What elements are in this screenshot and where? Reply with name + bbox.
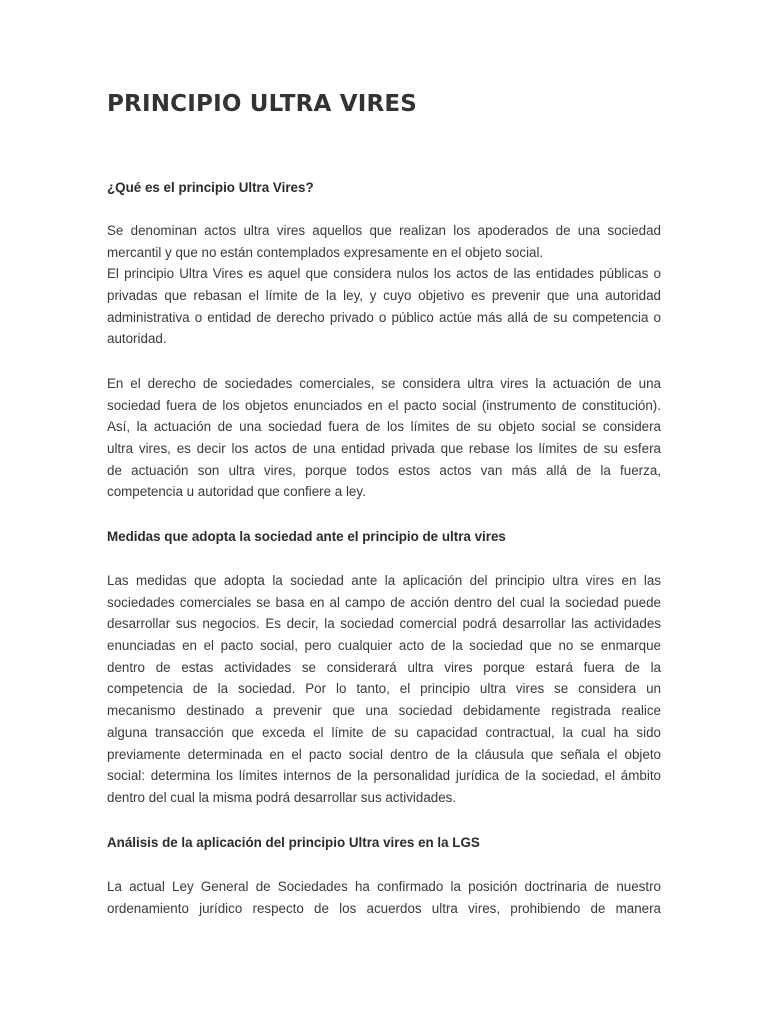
- text-line: La actual Ley General de Sociedades ha confirmado la posición doctrinaria de nuestro: [107, 879, 661, 894]
- section-heading-analisis: Análisis de la aplicación del principio Ultra vires en la LGS: [107, 835, 480, 850]
- text-line: privadas que rebasan el límite de la ley, y cuyo objetivo es prevenir que una autoridad: [107, 288, 661, 304]
- text-line: mecanismo destinado a prevenir que una sociedad debidamente registrada realice: [107, 703, 661, 719]
- text-line: social: determina los límites internos de la personalidad jurídica de la sociedad, el ámbito: [107, 768, 661, 784]
- text-line: Se denominan actos ultra vires aquellos que realizan los apoderados de una sociedad: [107, 223, 661, 238]
- text-line: sociedades comerciales se basa en al campo de acción dentro del cual la sociedad puede: [107, 594, 661, 610]
- text-line: previamente determinada en el pacto social dentro de la cláusula que señala el objeto: [107, 746, 661, 762]
- document-title: PRINCIPIO ULTRA VIRES: [107, 91, 418, 117]
- text-line: dentro del cual la misma podrá desarrollar sus actividades.: [107, 789, 457, 805]
- text-line: de actuación son ultra vires, porque todos estos actos van más allá de la fuerza,: [107, 462, 661, 478]
- text-line: Así, la actuación de una sociedad fuera de los límites de su objeto social se considera: [107, 419, 661, 435]
- text-line: autoridad.: [107, 331, 167, 347]
- paragraph-definicion: [107, 220, 661, 350]
- text-line: enunciadas en el pacto social, pero cualquier acto de la sociedad que no se enmarque: [107, 638, 661, 654]
- text-line: El principio Ultra Vires es aquel que considera nulos los actos de las entidades públicas o: [107, 266, 661, 282]
- text-line: dentro de estas actividades se considerará ultra vires porque estará fuera de la: [107, 659, 661, 675]
- paragraph-ley-general: [107, 876, 661, 919]
- paragraph-medidas: [107, 570, 661, 809]
- text-line: ultra vires, es decir los actos de una entidad privada que rebase los límites de su esfera: [107, 441, 661, 457]
- paragraph-derecho-sociedades: [107, 373, 661, 503]
- text-line: desarrollar sus negocios. Es decir, la sociedad comercial podrá desarrollar las actividades: [107, 616, 661, 632]
- text-line: administrativa o entidad de derecho privado o público actúe más allá de su competencia o: [107, 309, 661, 325]
- section-heading-medidas: Medidas que adopta la sociedad ante el principio de ultra vires: [107, 529, 506, 544]
- text-line: competencia de la sociedad. Por lo tanto, el principio ultra vires se considera un: [107, 681, 661, 697]
- text-line: En el derecho de sociedades comerciales, se considera ultra vires la actuación de una: [107, 376, 661, 391]
- text-line: sociedad fuera de los objetos enunciados en el pacto social (instrumento de constitución).: [107, 397, 661, 413]
- text-line: alguna transacción que exceda el límite de su capacidad contractual, la cual ha sido: [107, 724, 661, 740]
- text-line: mercantil y que no están contemplados expresamente en el objeto social.: [107, 244, 544, 260]
- section-heading-que-es: ¿Qué es el principio Ultra Vires?: [107, 180, 314, 195]
- text-line: Las medidas que adopta la sociedad ante la aplicación del principio ultra vires en las: [107, 573, 661, 588]
- text-line: competencia u autoridad que confiere a ley.: [107, 484, 366, 500]
- text-line: ordenamiento jurídico respecto de los acuerdos ultra vires, prohibiendo de manera: [107, 900, 661, 916]
